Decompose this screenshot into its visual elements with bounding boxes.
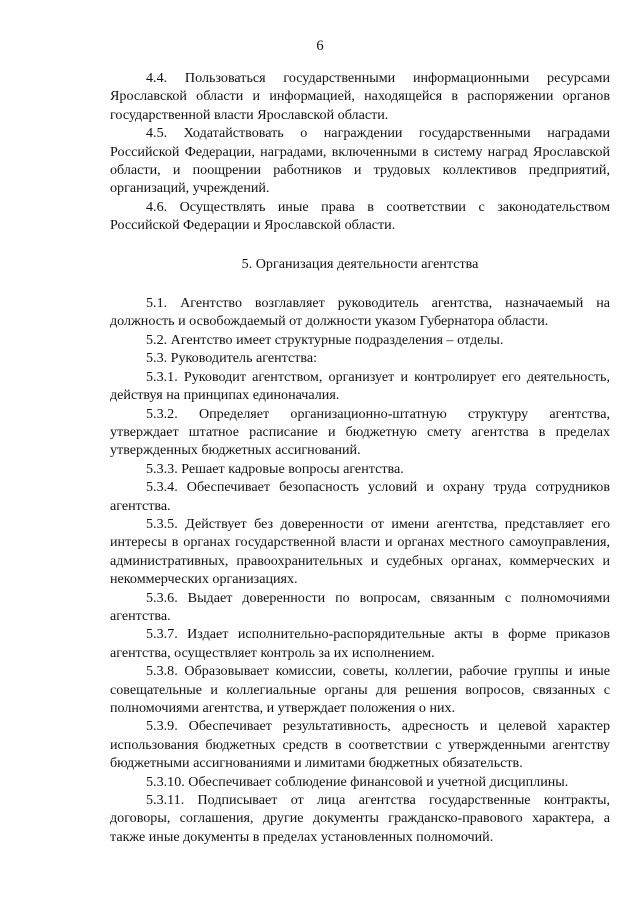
paragraph-5-3-5: 5.3.5. Действует без доверенности от имени агентства, представляет его интересы в органах государственной власти и органах местного самоуправления, административных, правоохранительных и судебных органах, коммерческих и некоммерческих организациях.: [110, 515, 610, 588]
paragraph-5-1: 5.1. Агентство возглавляет руководитель агентства, назначаемый на должность и освобождаемый от должности указом Губернатора области.: [110, 295, 610, 330]
paragraph-5-3-1: 5.3.1. Руководит агентством, организует и контролирует его деятельность, действуя на принципах единоначалия.: [110, 368, 610, 404]
paragraph-4-4: 4.4. Пользоваться государственными информационными ресурсами Ярославской области и информацией, находящейся в распоряжении органов государственной власти Ярославской области.: [110, 70, 610, 123]
paragraph-4-6: 4.6. Осуществлять иные права в соответствии с законодательством Российской Федерации и Ярославской области.: [110, 198, 610, 234]
paragraph-5-3-9: 5.3.9. Обеспечивает результативность, адресность и целевой характер использования бюджетных средств в соответствии с утвержденными агентству бюджетными ассигнованиями и лимитами бюджетных обязательств.: [110, 718, 610, 772]
paragraph-5-3-2: 5.3.2. Определяет организационно-штатную структуру агентства, утверждает штатное расписание и бюджетную смету агентства в пределах утвержденных бюджетных ассигнований.: [110, 405, 610, 459]
paragraph-5-2: 5.2. Агентство имеет структурные подразделения – отделы.: [146, 331, 504, 348]
paragraph-5-3-4: 5.3.4. Обеспечивает безопасность условий и охрану труда сотрудников агентства.: [110, 479, 610, 514]
paragraph-5-3-3: 5.3.3. Решает кадровые вопросы агентства.: [146, 460, 404, 477]
document-body: [110, 69, 610, 846]
page-number: 6: [316, 38, 324, 54]
paragraph-5-3-6: 5.3.6. Выдает доверенности по вопросам, связанным с полномочиями агентства.: [110, 589, 610, 624]
paragraph-4-5: 4.5. Ходатайствовать о награждении государственными наградами Российской Федерации, наградами, включенными в систему наград Ярославской области, и поощрении работников и трудовых коллективов предприятий, организаций, учреждений.: [110, 125, 610, 197]
paragraph-5-3-7: 5.3.7. Издает исполнительно-распорядительные акты в форме приказов агентства, осуществляет контроль за их исполнением.: [110, 626, 610, 661]
paragraph-5-3-10: 5.3.10. Обеспечивает соблюдение финансовой и учетной дисциплины.: [146, 773, 569, 790]
paragraph-5-3: 5.3. Руководитель агентства:: [146, 350, 318, 367]
paragraph-5-3-11: 5.3.11. Подписывает от лица агентства государственные контракты, договоры, соглашения, другие документы гражданско-правового характера, а также иные документы в пределах установленных полномочий.: [110, 792, 610, 845]
section-heading: 5. Организация деятельности агентства: [241, 255, 479, 272]
paragraph-5-3-8: 5.3.8. Образовывает комиссии, советы, коллегии, рабочие группы и иные совещательные и коллегиальные органы для решения вопросов, связанных с полномочиями агентства, и утверждает положения о них.: [110, 663, 610, 716]
